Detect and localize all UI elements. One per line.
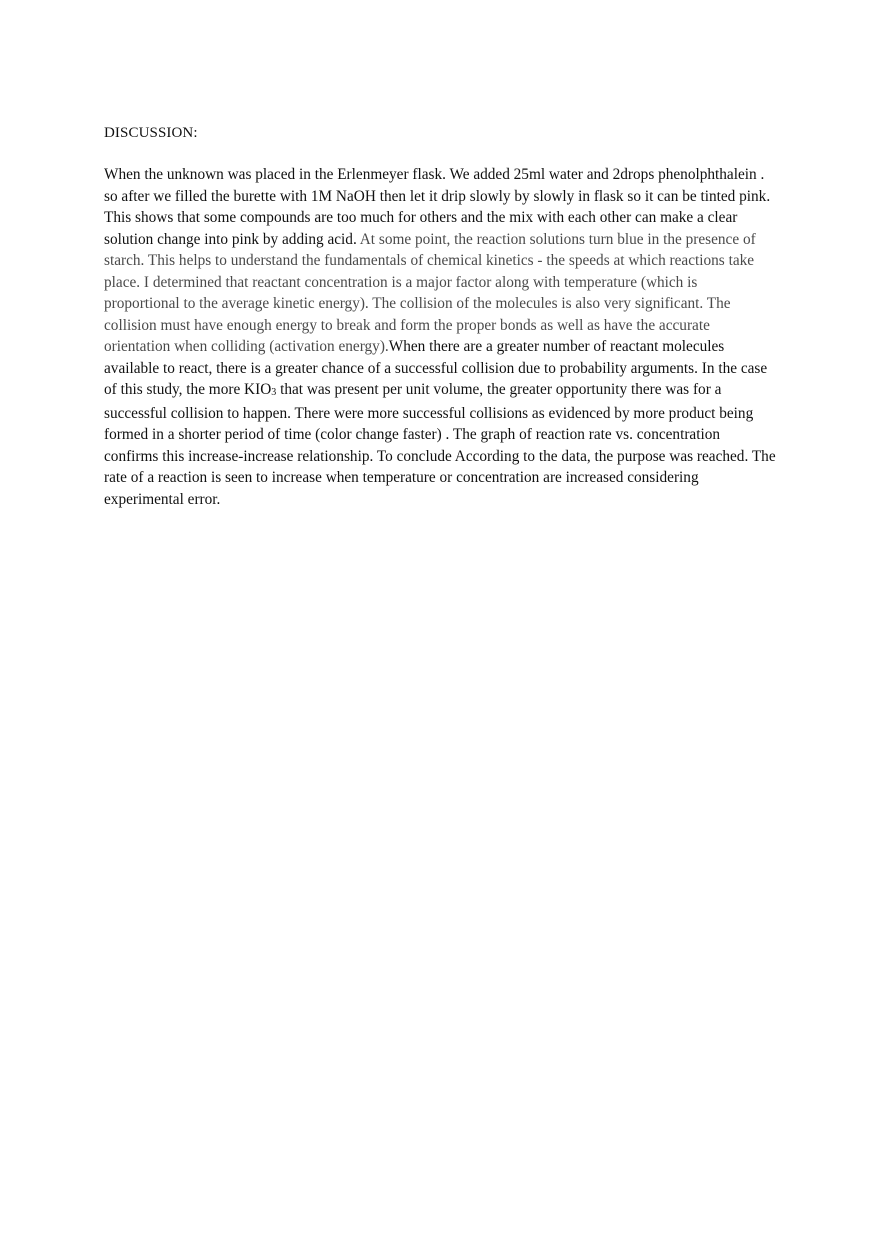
paragraph-segment-4: that was present per unit volume, the greater opportunity there was for a successful collision to happen. There were more successful collisions as evidenced by more product being formed in a shorter period of time (color change faster) . The graph of reaction rate vs. concentration confirms this increase-increase relationship. To conclude According to the data, the purpose was reached. The rate of a reaction is seen to increase when temperature or concentration are increased considering experimental error. bbox=[104, 381, 776, 508]
kio3-subscript: 3 bbox=[271, 387, 277, 398]
paragraph-segment-2: At some point, the reaction solutions turn blue in the presence of starch. This helps to understand the fundamentals of chemical kinetics - the speeds at which reactions take place. I determined that reactant concentration is a major factor along with temperature (which is proportional to the average kinetic energy). The collision of the molecules is also very significant. The collision must have enough energy to break and form the proper bonds as well as have the accurate orientation when colliding (activation energy). bbox=[104, 230, 756, 355]
section-heading: DISCUSSION: bbox=[104, 125, 198, 141]
paragraph-segment-3: When there are a greater number of reactant molecules available to react, there is a greater chance of a successful collision due to probability arguments. In the case of this study, the more KIO bbox=[104, 338, 768, 398]
discussion-paragraph bbox=[104, 164, 776, 510]
paragraph-segment-1: When the unknown was placed in the Erlenmeyer flask. We added 25ml water and 2drops phenolphthalein . so after we filled the burette with 1M NaOH then let it drip slowly by slowly in flask so it can be tinted pink. This shows that some compounds are too much for others and the mix with each other can make a clear solution change into pink by adding acid. bbox=[104, 166, 771, 248]
